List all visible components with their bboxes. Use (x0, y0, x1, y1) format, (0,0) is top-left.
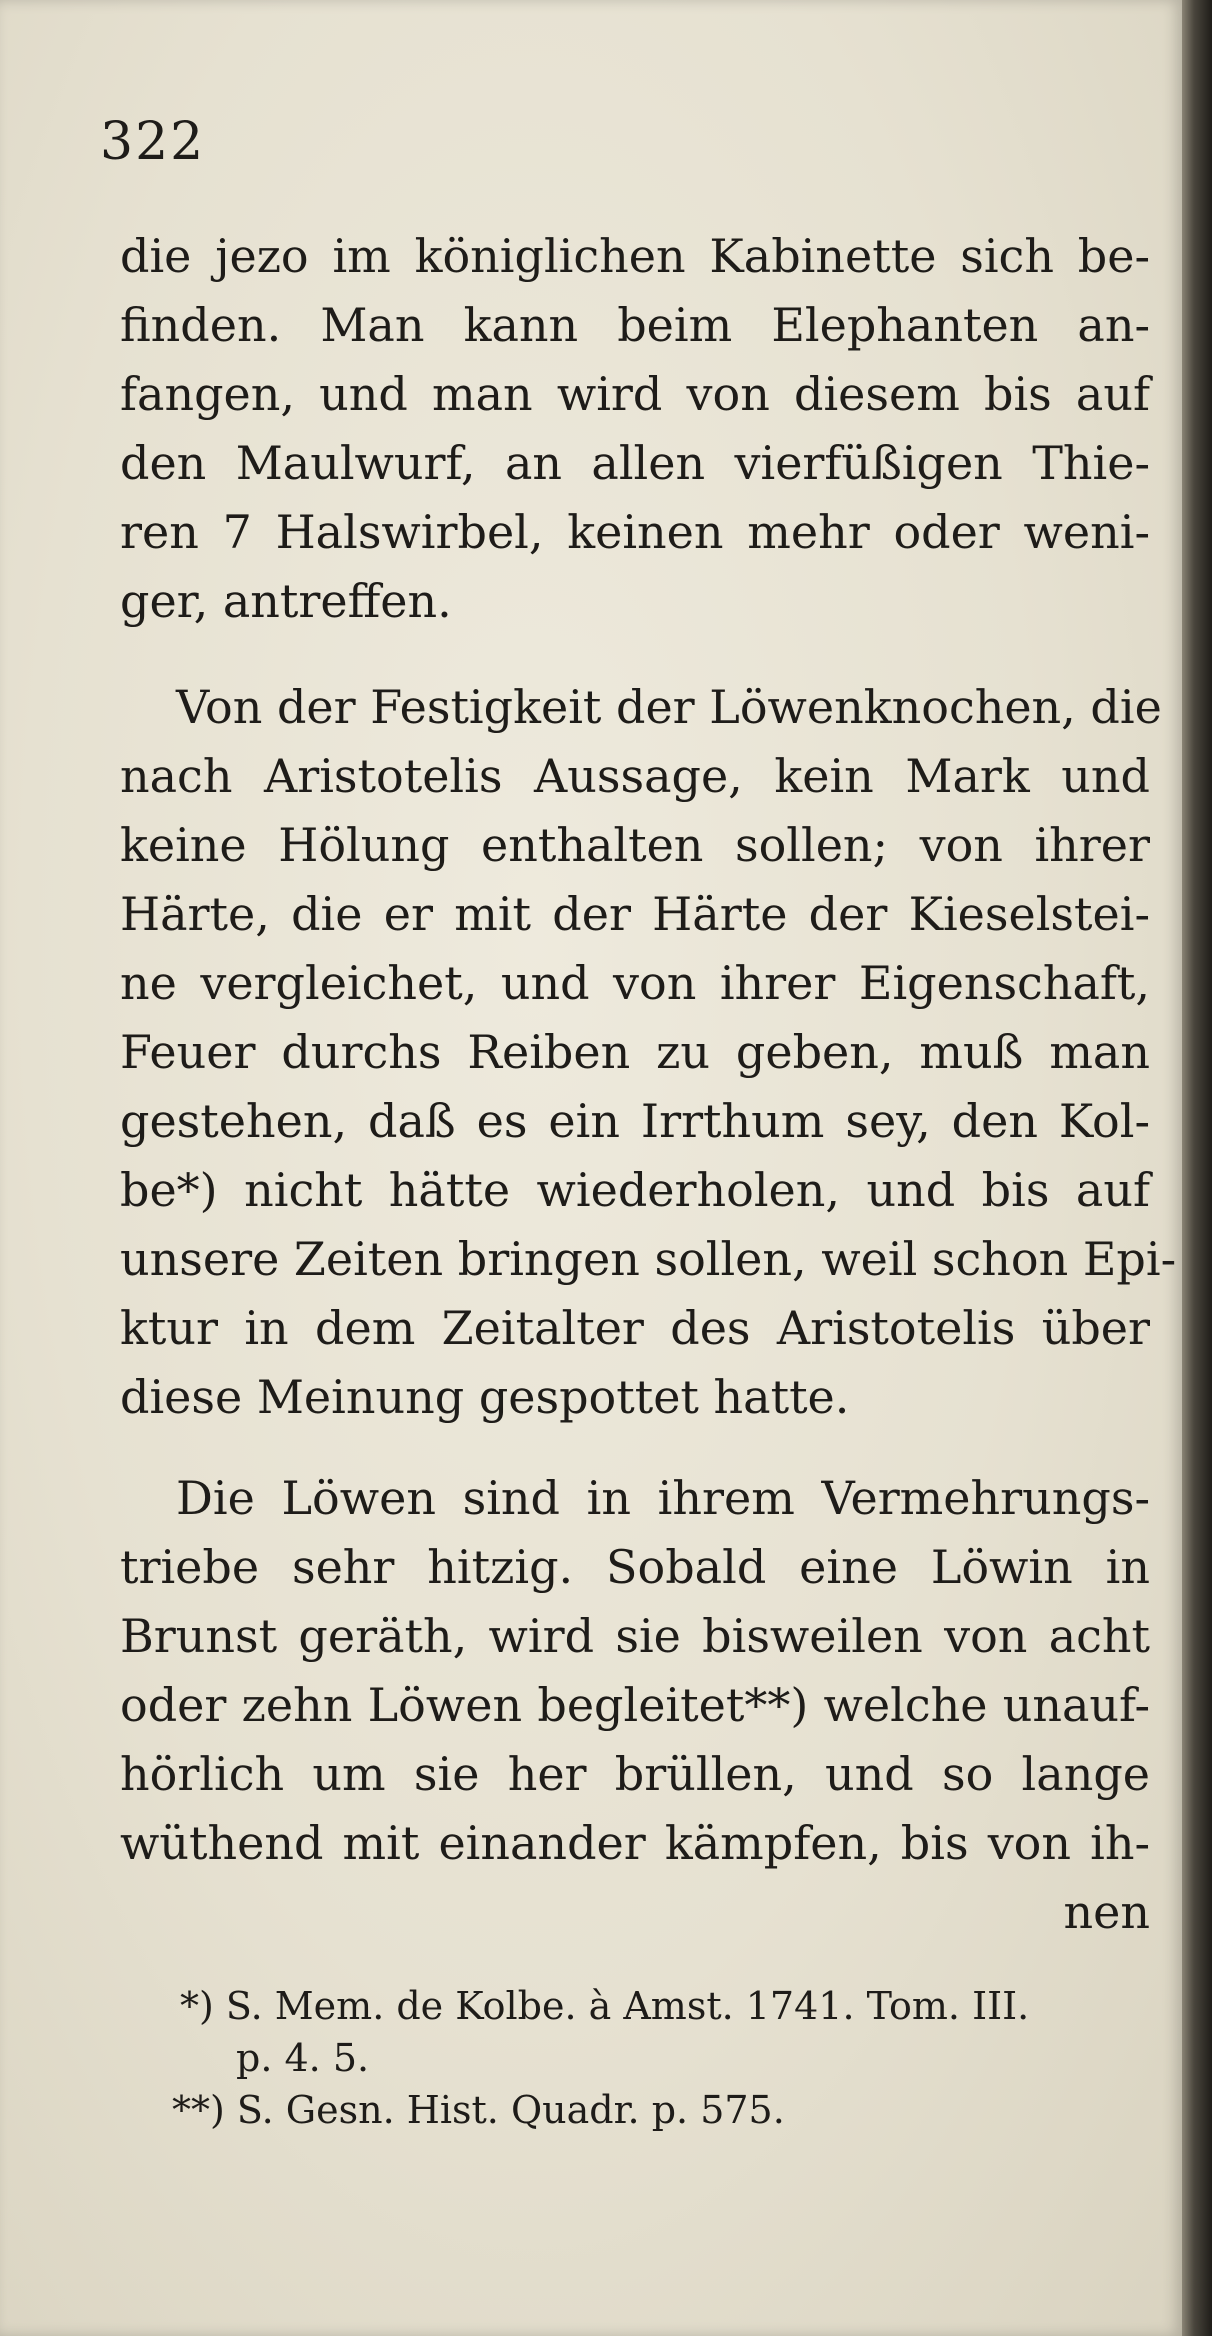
text-line: die jezo im königlichen Kabinette sich be- (120, 229, 1150, 283)
text-line: Härte, die er mit der Härte der Kieselstei- (120, 887, 1150, 941)
text-line: gestehen, daß es ein Irrthum sey, den Kol- (120, 1094, 1150, 1148)
footnote-text: S. Gesn. Hist. Quadr. p. 575. (236, 2088, 785, 2132)
text-line: Von der Festigkeit der Löwenknochen, die (176, 680, 1162, 734)
text-line: ger, antreffen. (120, 574, 452, 628)
text-line: ren 7 Halswirbel, keinen mehr oder weni- (120, 505, 1150, 559)
footnotes (172, 1980, 1170, 2136)
paragraph-1 (120, 222, 1150, 636)
text-line: den Maulwurf, an allen vierfüßigen Thie- (120, 436, 1150, 490)
paragraph-3 (120, 1464, 1150, 1947)
footnote-mark: **) (172, 2088, 225, 2132)
page-edge-shadow (1182, 0, 1212, 2336)
footnote-mark: *) (180, 1984, 214, 2028)
text-line: oder zehn Löwen begleitet**) welche unauf- (120, 1678, 1150, 1732)
text-line: finden. Man kann beim Elephanten an- (120, 298, 1150, 352)
paragraph-2 (120, 673, 1177, 1432)
text-line: wüthend mit einander kämpfen, bis von ih- (120, 1816, 1150, 1870)
footnote-1-continuation: p. 4. 5. (236, 2036, 370, 2080)
text-line: hörlich um sie her brüllen, und so lange (120, 1747, 1150, 1801)
footnote-1 (180, 1980, 1170, 2032)
catchword: nen (1063, 1885, 1150, 1939)
text-line: ktur in dem Zeitalter des Aristotelis über (120, 1301, 1150, 1355)
text-line: unsere Zeiten bringen sollen, weil schon Epi- (120, 1232, 1177, 1286)
text-line: diese Meinung gespottet hatte. (120, 1370, 850, 1424)
text-line: ne vergleichet, und von ihrer Eigenschaft, (120, 956, 1150, 1010)
page-number: 322 (100, 112, 206, 172)
text-line: fangen, und man wird von diesem bis auf (120, 367, 1150, 421)
text-line: be*) nicht hätte wiederholen, und bis auf (120, 1163, 1150, 1217)
footnote-2 (172, 2084, 1170, 2136)
text-line: Brunst geräth, wird sie bisweilen von acht (120, 1609, 1150, 1663)
text-line: Feuer durchs Reiben zu geben, muß man (120, 1025, 1150, 1079)
text-line: Die Löwen sind in ihrem Vermehrungs- (176, 1471, 1150, 1525)
text-line: keine Hölung enthalten sollen; von ihrer (120, 818, 1150, 872)
text-line: nach Aristotelis Aussage, kein Mark und (120, 749, 1150, 803)
text-line: triebe sehr hitzig. Sobald eine Löwin in (120, 1540, 1150, 1594)
footnote-text: S. Mem. de Kolbe. à Amst. 1741. Tom. III. (225, 1984, 1030, 2028)
